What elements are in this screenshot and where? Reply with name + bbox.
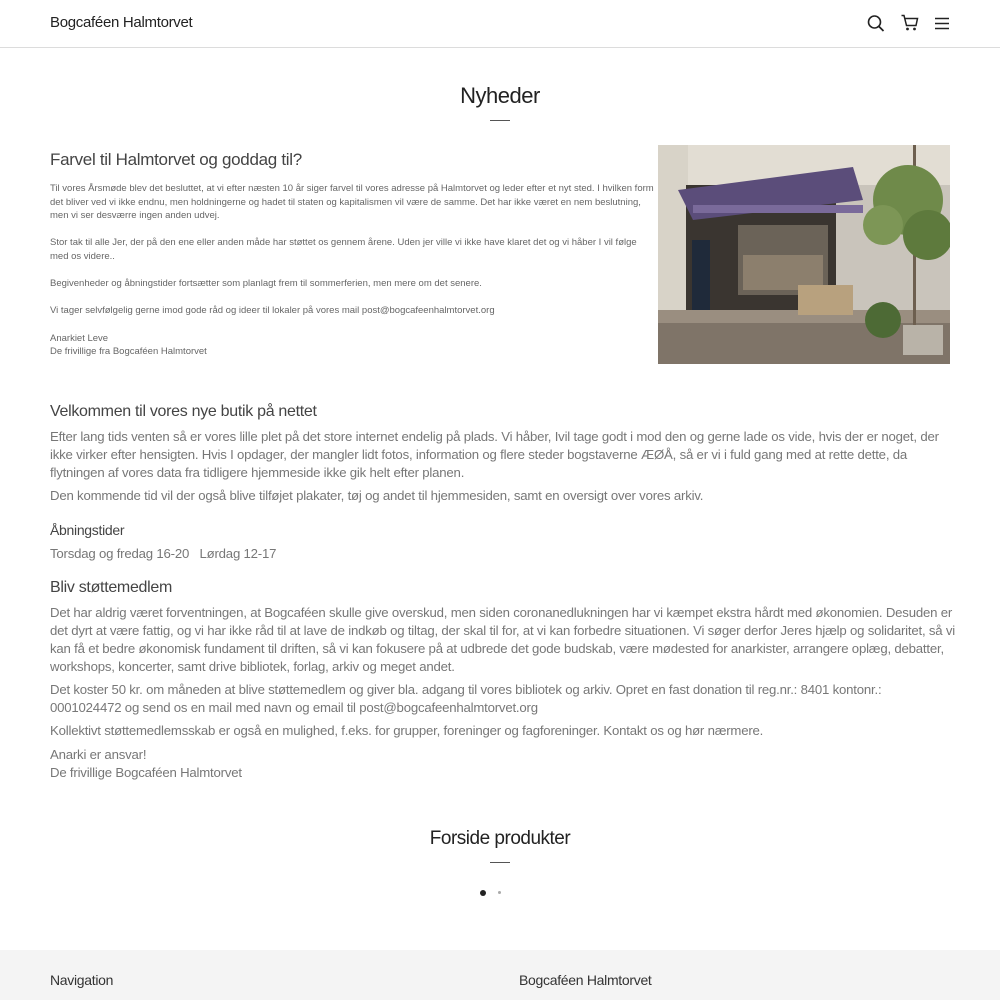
footer-shop-heading: Bogcaféen Halmtorvet — [519, 972, 652, 988]
membership-paragraph: Det koster 50 kr. om måneden at blive støttemedlem og giver bla. adgang til vores bibliotek og arkiv. Opret en fast donation til reg.nr.: 8401 kontonr.: 0001024472 og send os en mail med navn og email til post@bogcafeenhalmtorvet.org — [50, 682, 882, 715]
footer-navigation-heading: Navigation — [50, 972, 114, 988]
signature-line: De frivillige Bogcaféen Halmtorvet — [50, 765, 242, 780]
signature-line: Anarkiet Leve — [50, 332, 109, 344]
welcome-heading: Velkommen til vores nye butik på nettet — [50, 403, 317, 420]
cart-icon[interactable] — [900, 13, 920, 33]
membership-signature — [50, 746, 955, 782]
carousel-dot-active[interactable] — [480, 890, 486, 896]
news-signature — [50, 332, 655, 359]
products-title-divider — [490, 862, 510, 863]
news-paragraph: Begivenheder og åbningstider fortsætter som planlagt frem til sommerferien, men mere om det senere. — [50, 278, 482, 290]
carousel-dot[interactable] — [498, 891, 501, 894]
products-section-title: Forside produkter — [429, 828, 571, 849]
signature-line: De frivillige fra Bogcaféen Halmtorvet — [50, 346, 207, 358]
carousel-pagination — [478, 888, 508, 898]
news-title-divider — [490, 120, 510, 121]
site-brand[interactable]: Bogcaféen Halmtorvet — [50, 14, 193, 31]
news-article-body — [50, 182, 655, 372]
search-icon[interactable] — [866, 13, 886, 33]
shop-front-photo[interactable] — [658, 145, 950, 364]
welcome-paragraph: Den kommende tid vil der også blive tilføjet plakater, tøj og andet til hjemmesiden, samt en oversigt over vores arkiv. — [50, 488, 704, 503]
news-paragraph: Til vores Årsmøde blev det besluttet, at vi efter næsten 10 år siger farvel til vores adresse på Halmtorvet og leder efter et nyt sted. I hvilken form det bliver ved vi ikke endnu, men holdningerne og hadet til staten og kapitalismen vil være de samme. Det har ikke været en nem beslutning, men vi ser desværre ingen anden udvej. — [50, 183, 654, 222]
site-header — [0, 0, 1000, 48]
news-section-title: Nyheder — [460, 83, 540, 108]
opening-hours-text: Torsdag og fredag 16-20 Lørdag 12-17 — [50, 546, 277, 561]
opening-hours-heading: Åbningstider — [50, 522, 125, 538]
news-paragraph: Vi tager selvfølgelig gerne imod gode råd og ideer til lokaler på vores mail post@bogcafeenhalmtorvet.org — [50, 305, 495, 317]
signature-line: Anarki er ansvar! — [50, 747, 147, 762]
site-footer — [0, 950, 1000, 1000]
membership-heading: Bliv støttemedlem — [50, 579, 173, 596]
membership-paragraph: Kollektivt støttemedlemsskab er også en mulighed, f.eks. for grupper, foreninger og fagforeninger. Kontakt os og hør nærmere. — [50, 723, 764, 738]
menu-icon[interactable] — [932, 13, 952, 33]
news-article-heading[interactable]: Farvel til Halmtorvet og goddag til? — [50, 150, 302, 169]
membership-paragraph: Det har aldrig været forventningen, at Bogcaféen skulle give overskud, men siden coronanedlukningen har vi kæmpet ekstra hårdt med økonomien. Desuden er det dyrt at være fattig, og vi har ikke råd til at lave de indkøb og tiltag, der skal til for, at vi kan forbedre situationen. Vi søger derfor Jeres hjælp og solidaritet, så vi kan få et bedre økonomisk fundament til driften, så vi kan fokusere på at udbrede det gode budskab, være mødested for anarkister, arrangere oplæg, debatter, workshops, koncerter, samt drive bibliotek, forlag, arkiv og meget andet. — [50, 605, 955, 674]
welcome-paragraph: Efter lang tids venten så er vores lille plet på det store internet endelig på plads. Vi håber, Ivil tage godt i mod den og gerne lade os vide, hvis der er noget, der ikke virker efter hensigten. Hvis I opdager, der mangler lidt fotos, information og flere steder bogstaverne ÆØÅ, så er vi i fuld gang med at rette dette, da flytningen af vores data fra tidligere hjemmeside ikke gik helt efter planen. — [50, 429, 939, 480]
news-paragraph: Stor tak til alle Jer, der på den ene eller anden måde har støttet os gennem årene. Uden jer ville vi ikke have klaret det og vi håber I vil følge med os videre.. — [50, 237, 637, 262]
